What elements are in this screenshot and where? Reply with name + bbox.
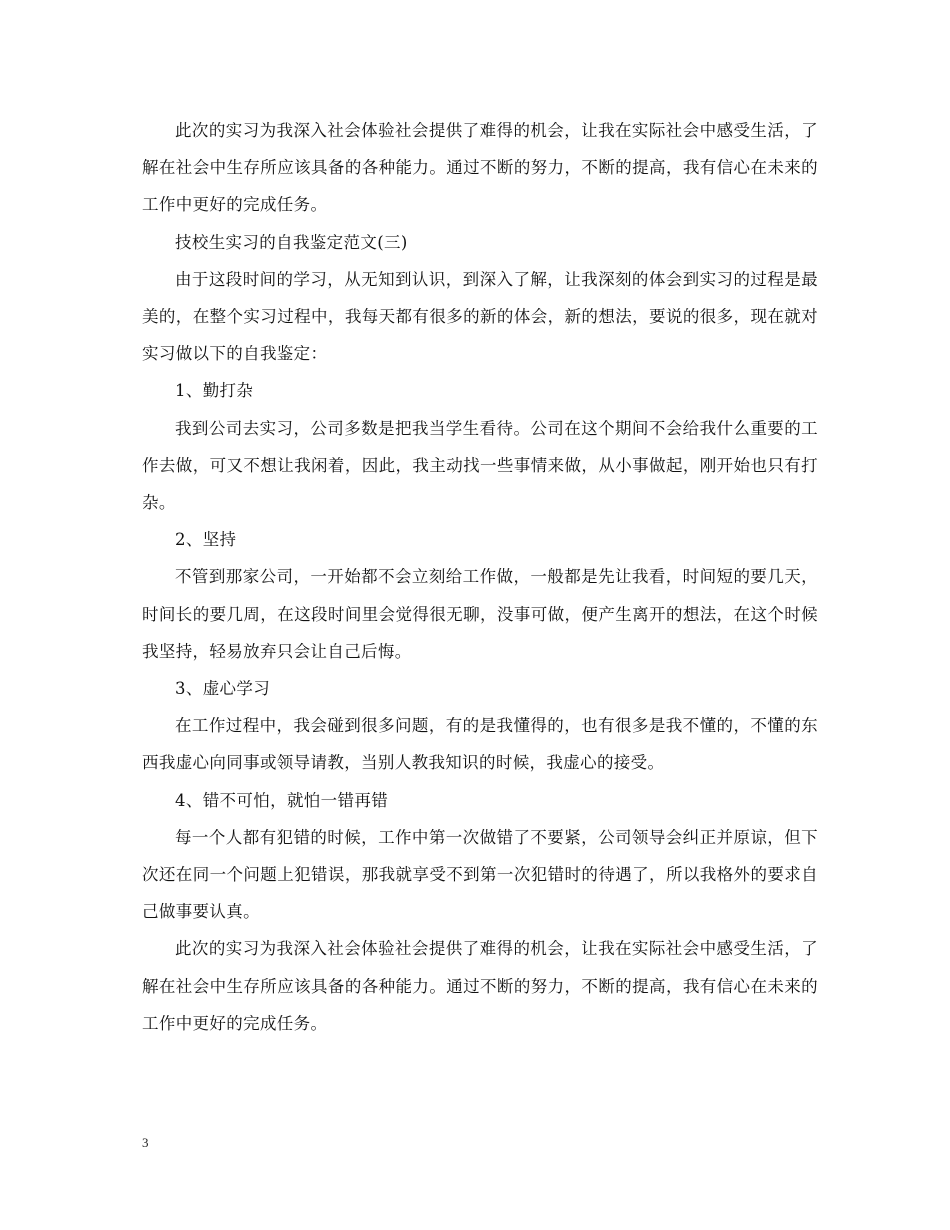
paragraph-intro-closing: 此次的实习为我深入社会体验社会提供了难得的机会，让我在实际社会中感受生活，了解在社会中生存所应该具备的各种能力。通过不断的努力，不断的提高，我有信心在未来的工作中更好的完成任务。	[142, 121, 818, 215]
paragraph-item-3: 在工作过程中，我会碰到很多问题，有的是我懂得的，也有很多是我不懂的，不懂的东西我虚心向同事或领导请教，当别人教我知识的时候，我虚心的接受。	[142, 716, 818, 773]
paragraph-conclusion: 此次的实习为我深入社会体验社会提供了难得的机会，让我在实际社会中感受生活，了解在社会中生存所应该具备的各种能力。通过不断的努力，不断的提高，我有信心在未来的工作中更好的完成任务。	[142, 939, 818, 1033]
document-body	[142, 112, 818, 1042]
paragraph-intro: 由于这段时间的学习，从无知到认识，到深入了解，让我深刻的体会到实习的过程是最美的，在整个实习过程中，我每天都有很多的新的体会，新的想法，要说的很多，现在就对实习做以下的自我鉴定：	[142, 269, 818, 364]
paragraph-item-1: 我到公司去实习，公司多数是把我当学生看待。公司在这个期间不会给我什么重要的工作去做，可又不想让我闲着，因此，我主动找一些事情来做，从小事做起，刚开始也只有打杂。	[142, 418, 818, 513]
paragraph-item-2: 不管到那家公司，一开始都不会立刻给工作做，一般都是先让我看，时间短的要几天，时间长的要几周，在这段时间里会觉得很无聊，没事可做，便产生离开的想法，在这个时候我坚持，轻易放弃只会让自己后悔。	[142, 567, 818, 661]
heading-item-2: 2、坚持	[175, 530, 237, 550]
heading-item-1: 1、勤打杂	[175, 381, 254, 401]
section-title: 技校生实习的自我鉴定范文(三)	[175, 232, 408, 252]
paragraph-item-4: 每一个人都有犯错的时候，工作中第一次做错了不要紧，公司领导会纠正并原谅，但下次还在同一个问题上犯错误，那我就享受不到第一次犯错时的待遇了，所以我格外的要求自己做事要认真。	[142, 827, 818, 922]
heading-item-3: 3、虚心学习	[175, 679, 271, 699]
heading-item-4: 4、错不可怕，就怕一错再错	[175, 790, 389, 810]
page-number: 3	[142, 1135, 149, 1150]
